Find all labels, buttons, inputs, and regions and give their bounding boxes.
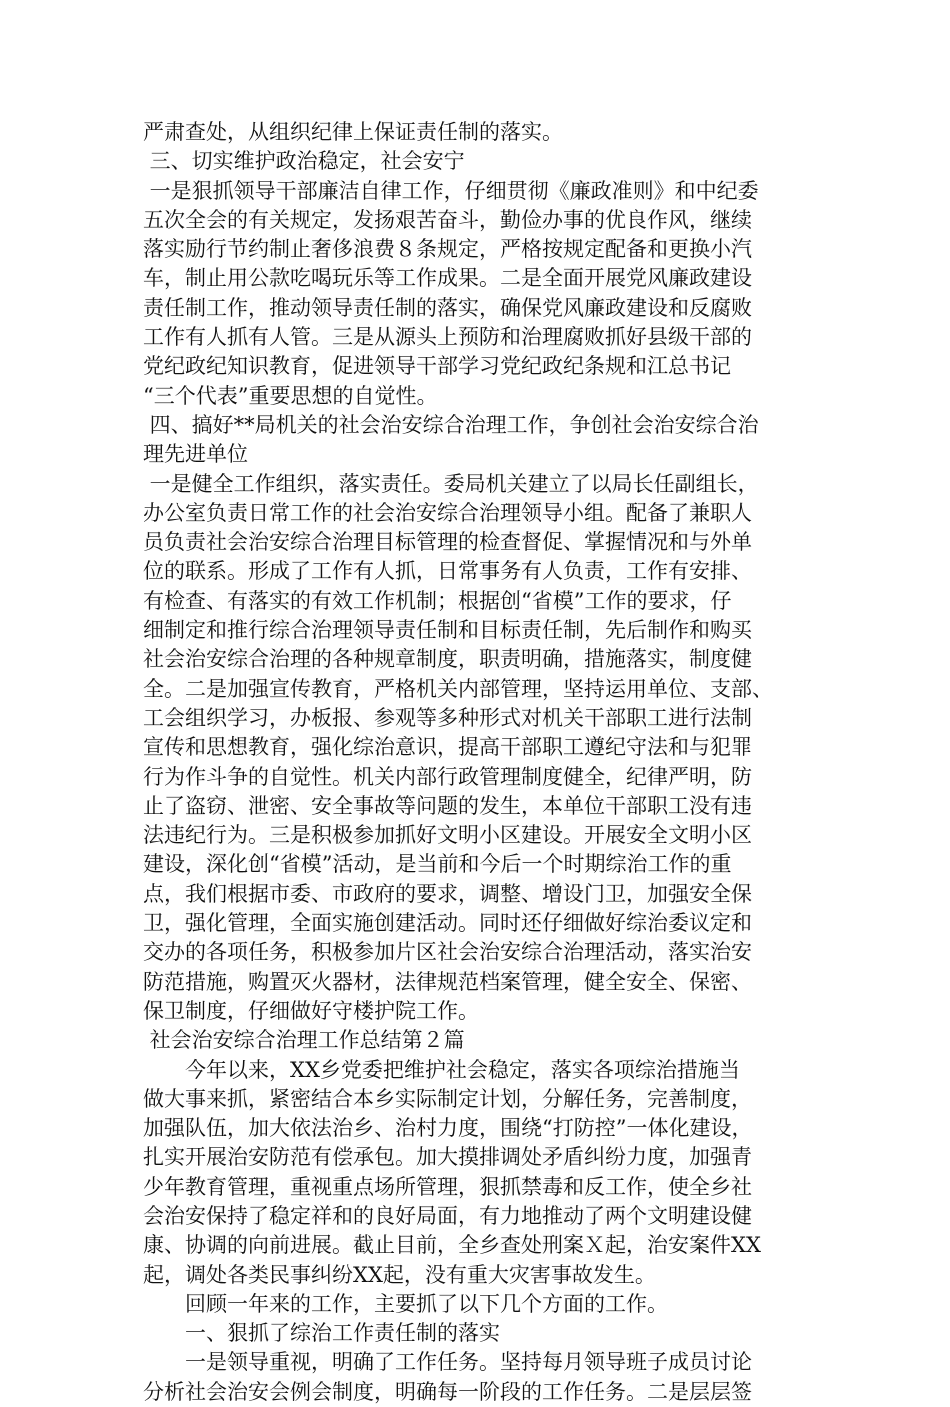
section-heading: 四、搞好**局机关的社会治安综合治理工作，争创社会治安综合治 bbox=[143, 412, 759, 437]
text-line: 加强队伍，加大依法治乡、治村力度，围绕“打防控”一体化建设， bbox=[143, 1116, 753, 1141]
text-line: 宣传和思想教育，强化综治意识，提高干部职工遵纪守法和与犯罪 bbox=[143, 735, 752, 760]
text-line: 工作有人抓有人管。三是从源头上预防和治理腐败抓好县级干部的 bbox=[143, 325, 752, 350]
section-heading: 一、狠抓了综治工作责任制的落实 bbox=[143, 1321, 500, 1346]
text-line: 法违纪行为。三是积极参加抓好文明小区建设。开展安全文明小区 bbox=[143, 823, 752, 848]
text-line: 党纪政纪知识教育，促进领导干部学习党纪政纪条规和江总书记 bbox=[143, 354, 731, 379]
text-line: 建设，深化创“省模”活动，是当前和今后一个时期综治工作的重 bbox=[143, 852, 732, 877]
text-line: 位的联系。形成了工作有人抓，日常事务有人负责，工作有安排、 bbox=[143, 559, 752, 584]
text-line: 车，制止用公款吃喝玩乐等工作成果。二是全面开展党风廉政建设 bbox=[143, 266, 752, 291]
text-line: 严肃查处，从组织纪律上保证责任制的落实。 bbox=[143, 120, 563, 144]
text-line: 会治安保持了稳定祥和的良好局面，有力地推动了两个文明建设健 bbox=[143, 1203, 752, 1228]
text-line: 康、协调的向前进展。截止目前，全乡查处刑案Ｘ起，治安案件XX bbox=[143, 1233, 761, 1258]
text-line: 一是健全工作组织，落实责任。委局机关建立了以局长任副组长， bbox=[143, 471, 759, 496]
text-line: 分析社会治安会例会制度，明确每一阶段的工作任务。二是层层签 bbox=[143, 1379, 752, 1404]
section-heading: 理先进单位 bbox=[143, 442, 248, 467]
text-line: 落实励行节约制止奢侈浪费８条规定，严格按规定配备和更换小汽 bbox=[143, 237, 752, 262]
text-line: 社会治安综合治理的各种规章制度，职责明确，措施落实，制度健 bbox=[143, 647, 752, 672]
text-line: 细制定和推行综合治理领导责任制和目标责任制，先后制作和购买 bbox=[143, 618, 752, 643]
text-line: 起，调处各类民事纠纷XX起，没有重大灾害事故发生。 bbox=[143, 1262, 656, 1287]
section-heading: 三、切实维护政治稳定，社会安宁 bbox=[143, 149, 465, 174]
text-line: “三个代表”重要思想的自觉性。 bbox=[143, 383, 438, 408]
text-line: 今年以来，XX乡党委把维护社会稳定，落实各项综治措施当 bbox=[143, 1057, 740, 1082]
text-line: 交办的各项任务，积极参加片区社会治安综合治理活动，落实治安 bbox=[143, 940, 752, 965]
text-line: 五次全会的有关规定，发扬艰苦奋斗，勤俭办事的优良作风，继续 bbox=[143, 207, 752, 232]
text-line: 防范措施，购置灭火器材，法律规范档案管理，健全安全、保密、 bbox=[143, 969, 752, 994]
text-line: 员负责社会治安综合治理目标管理的检查督促、掌握情况和与外单 bbox=[143, 530, 752, 555]
text-line: 回顾一年来的工作，主要抓了以下几个方面的工作。 bbox=[143, 1291, 668, 1316]
text-line: 行为作斗争的自觉性。机关内部行政管理制度健全，纪律严明，防 bbox=[143, 764, 752, 789]
text-line: 扎实开展治安防范有偿承包。加大摸排调处矛盾纠纷力度，加强青 bbox=[143, 1145, 752, 1170]
text-line: 点，我们根据市委、市政府的要求，调整、增设门卫，加强安全保 bbox=[143, 881, 752, 906]
text-line: 做大事来抓，紧密结合本乡实际制定计划，分解任务，完善制度， bbox=[143, 1086, 752, 1111]
text-line: 止了盗窃、泄密、安全事故等问题的发生，本单位干部职工没有违 bbox=[143, 793, 752, 818]
text-line: 保卫制度，仔细做好守楼护院工作。 bbox=[143, 998, 479, 1023]
text-line: 办公室负责日常工作的社会治安综合治理领导小组。配备了兼职人 bbox=[143, 500, 752, 525]
text-line: 有检查、有落实的有效工作机制；根据创“省模”工作的要求，仔 bbox=[143, 588, 732, 613]
document-body bbox=[143, 118, 813, 1407]
text-line: 工会组织学习，办板报、参观等多种形式对机关干部职工进行法制 bbox=[143, 705, 752, 730]
text-line: 卫，强化管理，全面实施创建活动。同时还仔细做好综治委议定和 bbox=[143, 911, 752, 936]
text-line: 少年教育管理，重视重点场所管理，狠抓禁毒和反工作，使全乡社 bbox=[143, 1174, 752, 1199]
article-title: 社会治安综合治理工作总结第２篇 bbox=[143, 1028, 465, 1053]
text-line: 责任制工作，推动领导责任制的落实，确保党风廉政建设和反腐败 bbox=[143, 295, 752, 320]
text-line: 全。二是加强宣传教育，严格机关内部管理，坚持运用单位、支部、 bbox=[143, 676, 773, 701]
text-line: 一是狠抓领导干部廉洁自律工作，仔细贯彻《廉政准则》和中纪委 bbox=[143, 178, 759, 203]
text-line: 一是领导重视，明确了工作任务。坚持每月领导班子成员讨论 bbox=[143, 1350, 752, 1375]
